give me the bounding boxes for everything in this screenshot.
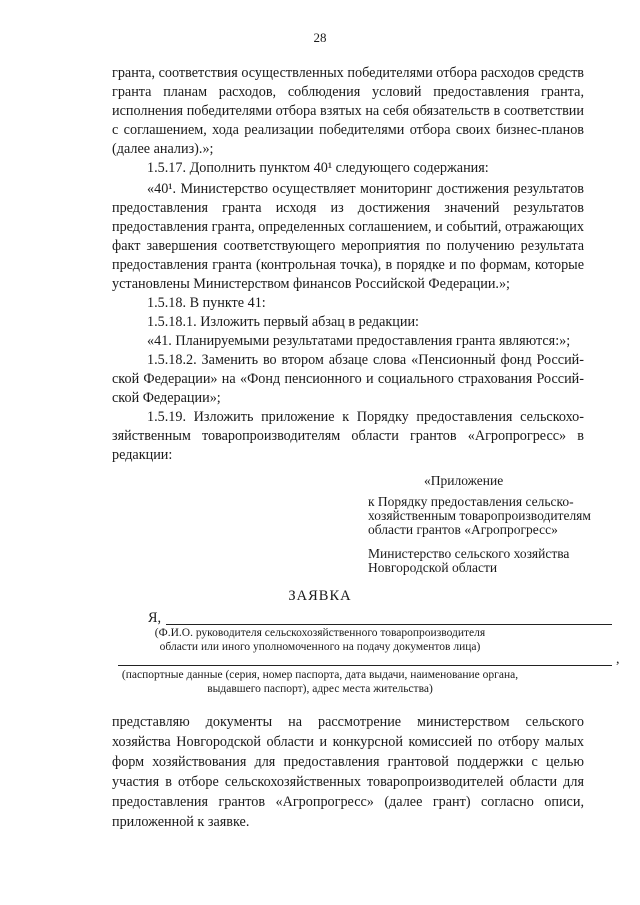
text-line: (далее анализ).»; xyxy=(112,141,214,157)
caption-line: выдавшего паспорт), адрес места жительства) xyxy=(207,683,433,695)
text-line: хозяйства Новгородской области и конкурсной комиссией по отбору малых xyxy=(112,734,584,750)
caption-line: (Ф.И.О. руководителя сельскохозяйственного товаропроизводителя xyxy=(154,627,486,639)
text-line: ской Федерации»; xyxy=(112,390,221,406)
text-line: форм хозяйствования для предоставления грантовой поддержки с целью xyxy=(112,754,584,770)
text-line: представляю документы на рассмотрение министерством сельского xyxy=(112,714,584,730)
text-line: гранта, соответствия осуществленных победителями отбора расходов средств xyxy=(112,65,584,81)
name-blank-line xyxy=(166,624,612,625)
appendix-line: к Порядку предоставления сельско- xyxy=(368,494,574,509)
text-line: приложенной к заявке. xyxy=(112,814,250,830)
passport-blank-line xyxy=(118,665,612,666)
appendix-line: хозяйственным товаропроизводителям xyxy=(368,508,591,523)
text-line: 1.5.19. Изложить приложение к Порядку предоставления сельскохо- xyxy=(147,409,584,425)
form-ya: Я, xyxy=(148,610,162,626)
text-line: «40¹. Министерство осуществляет мониторинг достижения результатов xyxy=(147,181,584,197)
addressee-line: Министерство сельского хозяйства xyxy=(368,546,570,561)
text-line: 1.5.18. В пункте 41: xyxy=(147,295,266,311)
text-line: исполнения победителями отбора взятых на себя обязательств в соответствии xyxy=(112,103,584,119)
text-line: редакции: xyxy=(112,447,173,463)
text-line: ской Федерации» на «Фонд пенсионного и социального страхования Россий- xyxy=(112,371,584,387)
text-line: «41. Планируемыми результатами предоставления гранта являются:»; xyxy=(147,333,571,349)
caption-line: области или иного уполномоченного на подачу документов лица) xyxy=(159,641,481,653)
text-line: зяйственным товаропроизводителям области грантов «Агропрогресс» в xyxy=(112,428,584,444)
addressee-line: Новгородской области xyxy=(368,560,498,575)
appendix-title: «Приложение xyxy=(424,473,504,488)
text-line: установлены Министерством финансов Российской Федерации.»; xyxy=(112,276,510,292)
text-line: предоставления гранта, определенных соглашением, и событий, отражающих xyxy=(112,219,584,235)
text-line: 1.5.18.1. Изложить первый абзац в редакции: xyxy=(147,314,419,330)
appendix-line: области грантов «Агропрогресс» xyxy=(368,522,558,537)
text-line: предоставления гранта (контрольная точка), в порядке и по формам, которые xyxy=(112,257,584,273)
text-line: 1.5.17. Дополнить пунктом 40¹ следующего содержания: xyxy=(147,160,489,176)
text-line: факт завершения соответствующего мероприятия по получению результата xyxy=(112,238,584,254)
text-line: с соглашением, хода реализации победителями отбора своих бизнес-планов xyxy=(112,122,584,138)
form-title: ЗАЯВКА xyxy=(288,588,352,604)
comma: , xyxy=(616,652,620,667)
text-line: предоставления грантов «Агропрогресс» (далее грант) согласно описи, xyxy=(112,794,584,810)
text-line: участия в отборе сельскохозяйственных товаропроизводителей области для xyxy=(112,774,584,790)
caption-line: (паспортные данные (серия, номер паспорта, дата выдачи, наименование органа, xyxy=(121,669,519,681)
text-line: 1.5.18.2. Заменить во втором абзаце слова «Пенсионный фонд Россий- xyxy=(147,352,584,368)
text-line: предоставления гранта исходя из достижения значений результатов xyxy=(112,200,584,216)
text-line: гранта планам расходов, соблюдения условий предоставления гранта, xyxy=(112,84,584,100)
page-number: 28 xyxy=(313,30,327,45)
